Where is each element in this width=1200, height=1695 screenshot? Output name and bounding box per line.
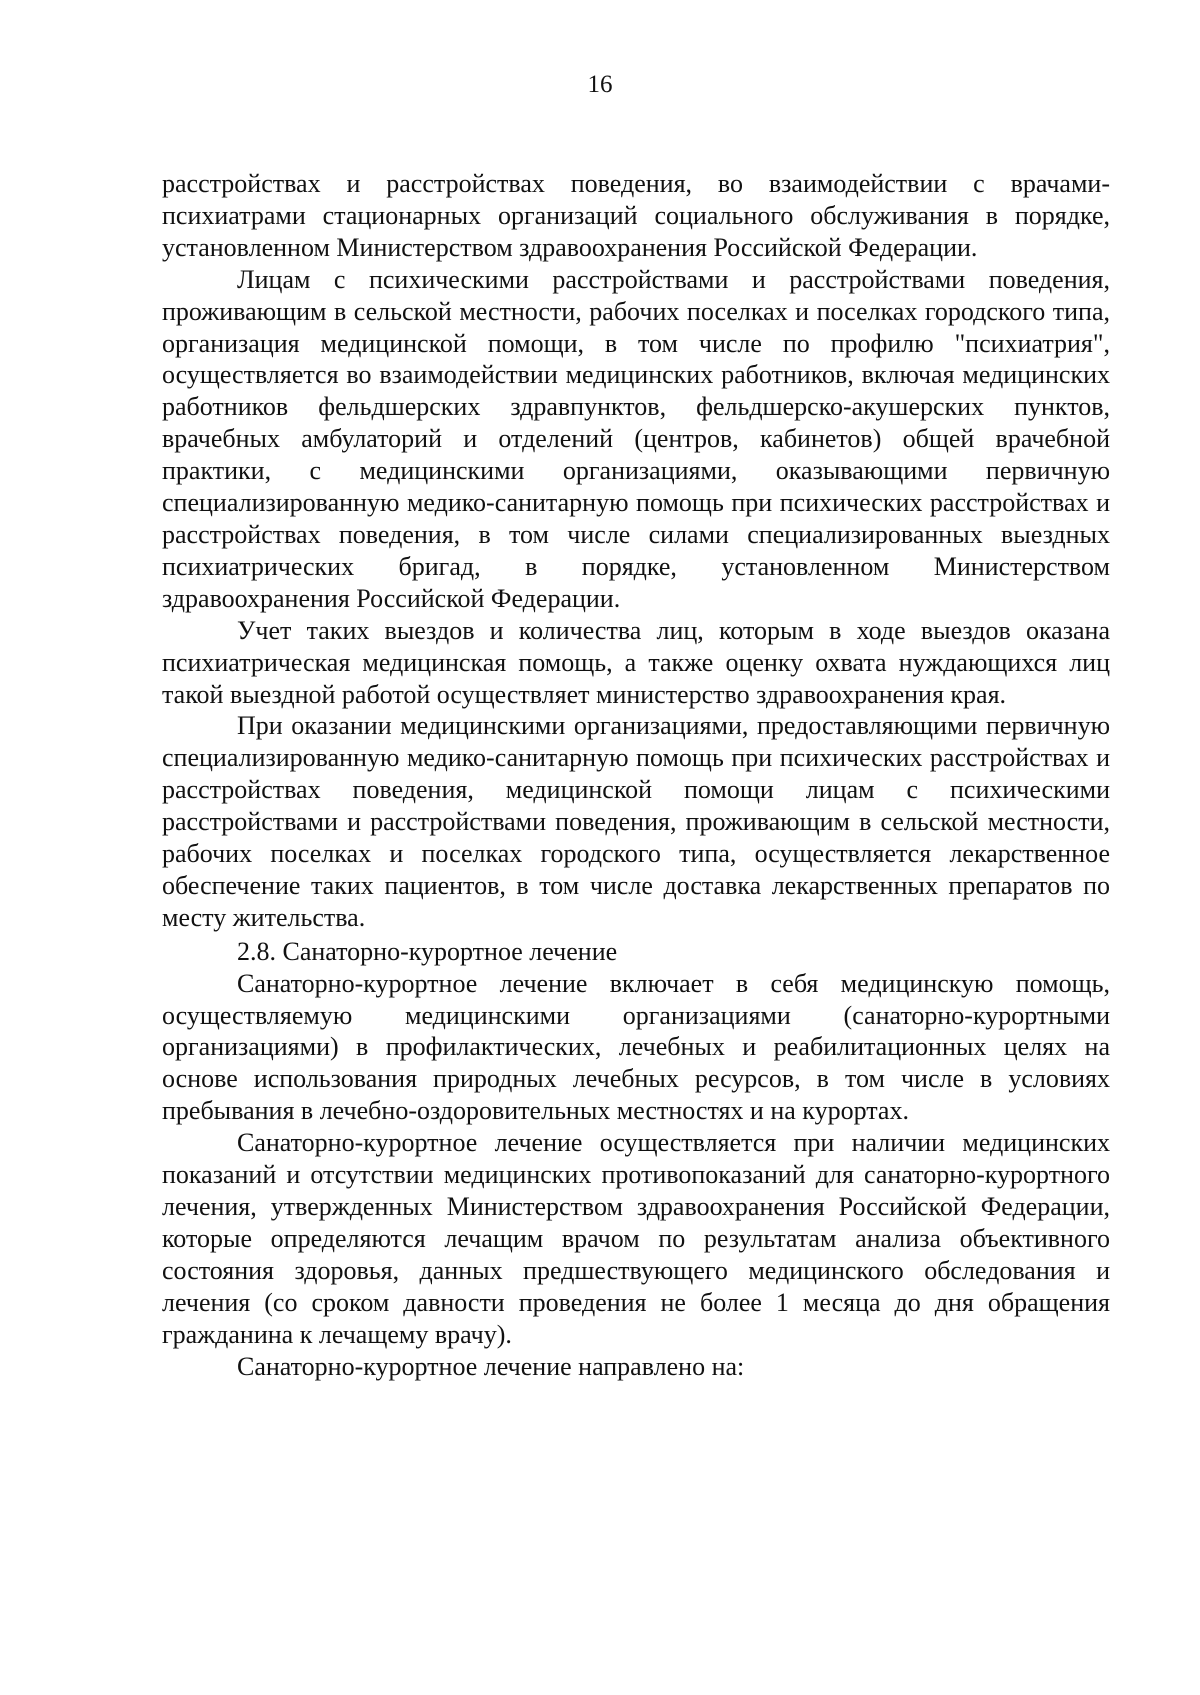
paragraph-drug-provision: При оказании медицинскими организациями, предоставляющими первичную специализированную медико-санитарную помощь при психических расстройствах и расстройствах поведения, медицинской помощи лицам с психическими расстройствами и расстройствами поведения, проживающим в сельской местности, рабочих поселках и поселках городского типа, осуществляется лекарственное обеспечение таких пациентов, в том числе доставка лекарственных препаратов по месту жительства. (162, 711, 1110, 932)
paragraph-visit-accounting: Учет таких выездов и количества лиц, которым в ходе выездов оказана психиатрическая медицинская помощь, а также оценку охвата нуждающихся лиц такой выездной работой осуществляет министерство здравоохранения края. (162, 615, 1110, 709)
paragraph-sanatorium-indications: Санаторно-курортное лечение осуществляется при наличии медицинских показаний и отсутствии медицинских противопоказаний для санаторно-курортного лечения, утвержденных Министерством здравоохранения Российской Федерации, которые определяются лечащим врачом по результатам анализа объективного состояния здоровья, данных предшествующего медицинского обследования и лечения (со сроком давности проведения не более 1 месяца до дня обращения гражданина к лечащему врачу). (162, 1128, 1110, 1349)
document-body (162, 168, 1110, 1382)
paragraph-rural-psychiatric-care: Лицам с психическими расстройствами и расстройствами поведения, проживающим в сельской местности, рабочих поселках и поселках городского типа, организация медицинской помощи, в том числе по профилю "психиатрия", осуществляется во взаимодействии медицинских работников, включая медицинских работников фельдшерских здравпунктов, фельдшерско-акушерских пунктов, врачебных амбулаторий и отделений (центров, кабинетов) общей врачебной практики, с медицинскими организациями, оказывающими первичную специализированную медико-санитарную помощь при психических расстройствах и расстройствах поведения, в том числе силами специализированных выездных психиатрических бригад, в порядке, установленном Министерством здравоохранения Российской Федерации. (162, 264, 1110, 613)
section-heading: 2.8. Санаторно-курортное лечение (237, 936, 618, 966)
page-number: 16 (587, 71, 613, 98)
paragraph-sanatorium-aims: Санаторно-курортное лечение направлено на: (237, 1351, 745, 1381)
paragraph-continuation: расстройствах и расстройствах поведения, во взаимодействии с врачами-психиатрами стационарных организаций социального обслуживания в порядке, установленном Министерством здравоохранения Российской Федерации. (162, 169, 1110, 262)
paragraph-sanatorium-definition: Санаторно-курортное лечение включает в себя медицинскую помощь, осуществляемую медицинскими организациями (санаторно-курортными организациями) в профилактических, лечебных и реабилитационных целях на основе использования природных лечебных ресурсов, в том числе в условиях пребывания в лечебно-оздоровительных местностях и на курортах. (162, 968, 1110, 1126)
